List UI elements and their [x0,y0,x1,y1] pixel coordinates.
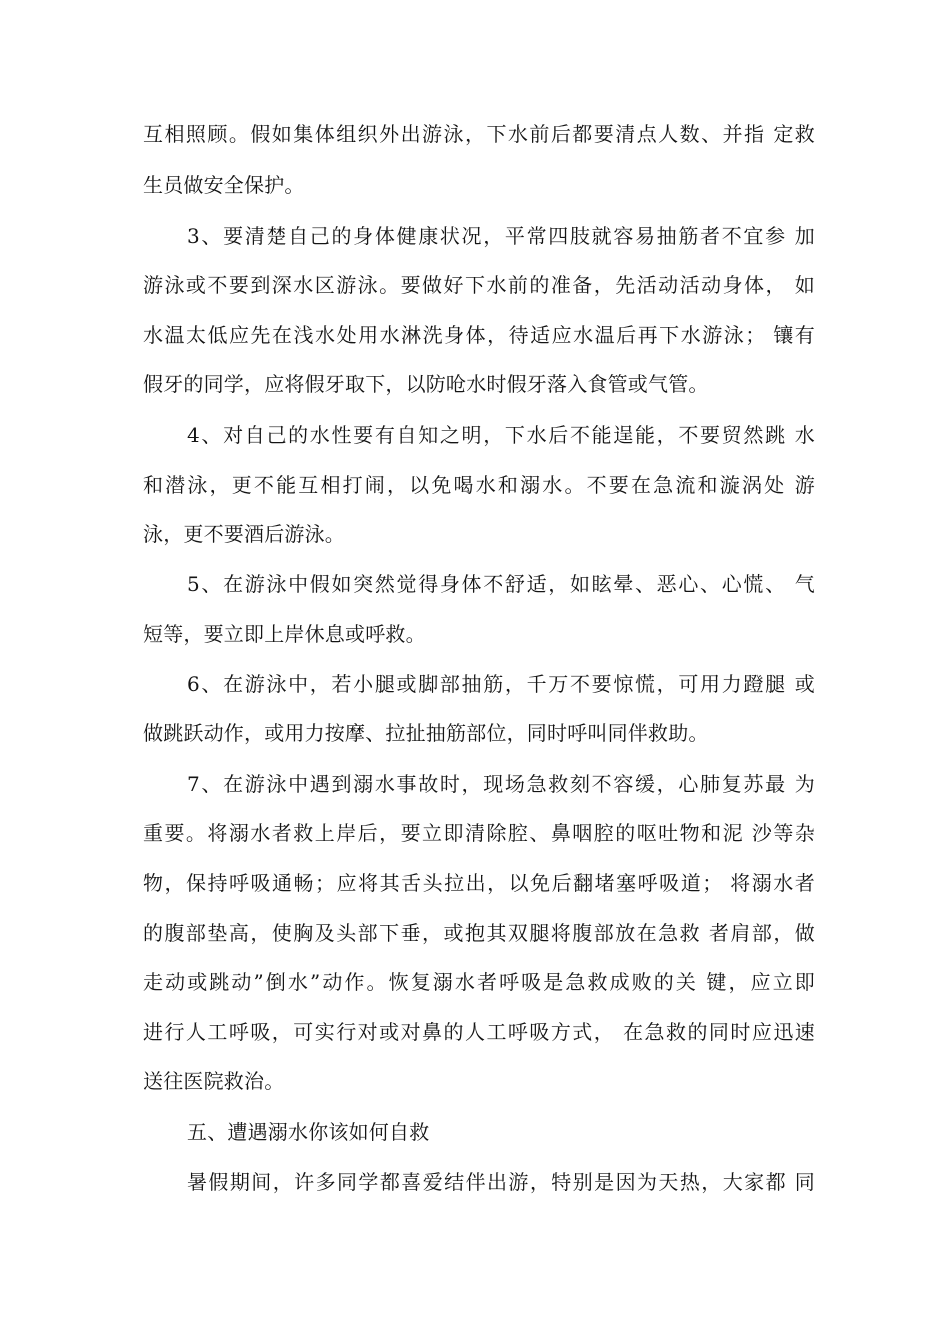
text-line: 暑假期间，许多同学都喜爱结伴出游，特别是因为天热，大家都 同 [187,1170,815,1194]
text-line: 7、在游泳中遇到溺水事故时，现场急救刻不容缓，心肺复苏最 为 [187,772,815,796]
text-line: 生员做安全保护。 [143,173,305,197]
text-line: 互相照顾。假如集体组织外出游泳，下水前后都要清点人数、并指 定救 [143,122,815,146]
text-line: 送往医院救治。 [143,1069,285,1093]
text-line: 走动或跳动”倒水”动作。恢复溺水者呼吸是急救成败的关 键，应立即 [143,970,815,994]
text-line: 物，保持呼吸通畅；应将其舌头拉出，以免后翻堵塞呼吸道； 将溺水者 [143,871,815,895]
text-line: 泳，更不要酒后游泳。 [143,522,345,546]
text-line: 的腹部垫高，使胸及头部下垂，或抱其双腿将腹部放在急救 者肩部，做 [143,921,815,945]
text-line: 重要。将溺水者救上岸后，要立即清除腔、鼻咽腔的呕吐物和泥 沙等杂 [143,821,815,845]
text-line: 4、对自己的水性要有自知之明，下水后不能逞能，不要贸然跳 水 [187,423,815,447]
text-line: 3、要清楚自己的身体健康状况，平常四肢就容易抽筋者不宜参 加 [187,224,815,248]
text-line: 5、在游泳中假如突然觉得身体不舒适，如眩晕、恶心、心慌、 气 [187,572,815,596]
text-line: 6、在游泳中，若小腿或脚部抽筋，千万不要惊慌，可用力蹬腿 或 [187,672,815,696]
text-line: 短等，要立即上岸休息或呼救。 [143,622,426,646]
section-heading: 五、遭遇溺水你该如何自救 [187,1120,430,1144]
text-line: 和潜泳，更不能互相打闹，以免喝水和溺水。不要在急流和漩涡处 游 [143,473,815,497]
text-line: 进行人工呼吸，可实行对或对鼻的人工呼吸方式， 在急救的同时应迅速 [143,1020,815,1044]
text-line: 游泳或不要到深水区游泳。要做好下水前的准备，先活动活动身体， 如 [143,273,815,297]
text-line: 假牙的同学，应将假牙取下，以防呛水时假牙落入食管或气管。 [143,372,709,396]
text-line: 做跳跃动作，或用力按摩、拉扯抽筋部位，同时呼叫同伴救助。 [143,721,709,745]
text-line: 水温太低应先在浅水处用水淋洗身体，待适应水温后再下水游泳； 镶有 [143,323,815,347]
